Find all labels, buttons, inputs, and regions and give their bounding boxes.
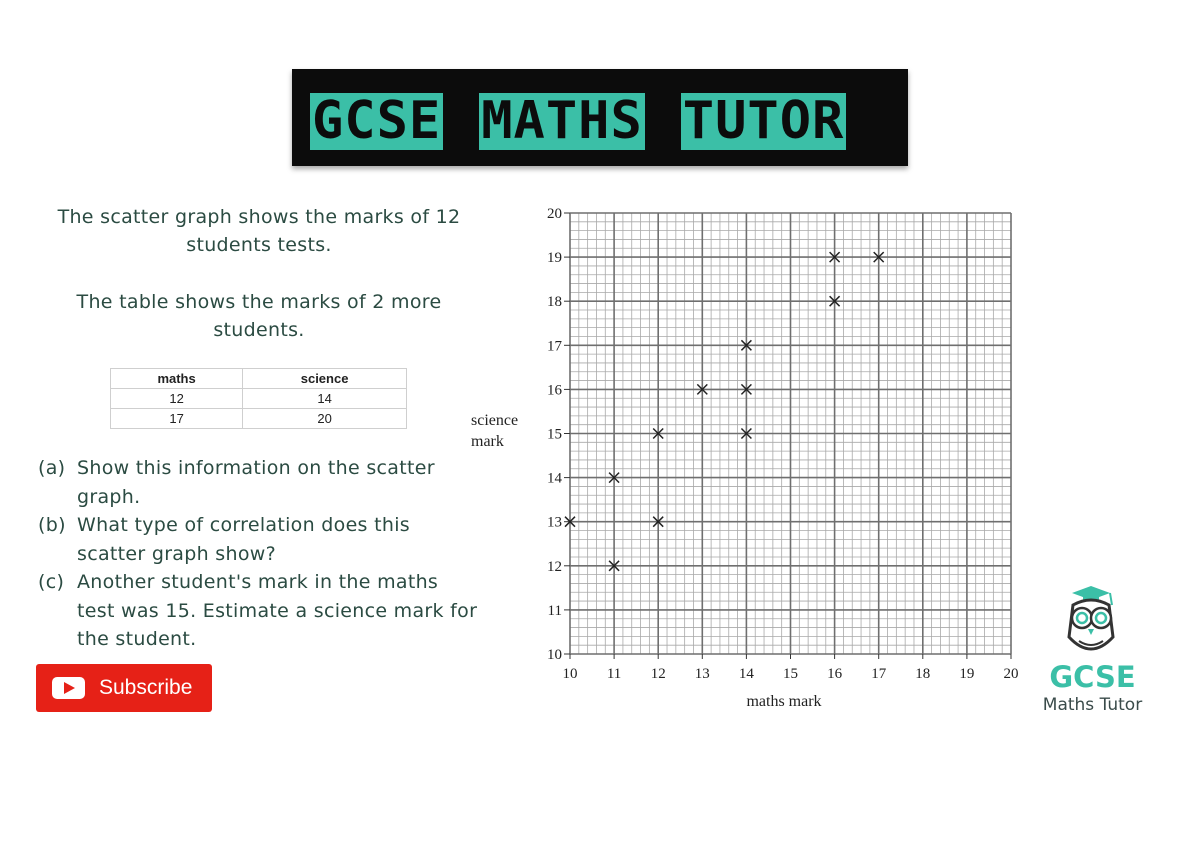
scatter-chart (460, 196, 1030, 726)
x-tick-label: 16 (827, 666, 843, 682)
x-axis-ticks (563, 654, 1019, 682)
y-tick-label: 13 (547, 514, 562, 531)
banner-words (310, 93, 846, 150)
extra-marks-table (110, 368, 407, 429)
y-axis-title-line1: science (471, 412, 519, 429)
question-intro-scatter: The scatter graph shows the marks of 12 students tests. (57, 206, 461, 256)
y-tick-label: 20 (547, 206, 562, 222)
table-header-row (111, 369, 407, 389)
y-tick-label: 14 (547, 470, 562, 487)
banner-word-gcse: GCSE (312, 91, 442, 151)
x-tick-label: 14 (738, 666, 754, 682)
x-tick-label: 18 (915, 666, 931, 682)
x-axis-title: maths mark (746, 693, 822, 710)
question-part-c (38, 568, 478, 654)
x-tick-label: 19 (959, 666, 975, 682)
x-tick-label: 10 (562, 666, 578, 682)
question-intro-table: The table shows the marks of 2 more students. (76, 291, 442, 341)
subscribe-label: Subscribe (99, 676, 193, 699)
y-tick-label: 11 (547, 602, 562, 619)
table-header-science: science (243, 369, 407, 389)
y-tick-label: 12 (547, 558, 562, 575)
table-cell: 12 (111, 389, 243, 409)
gcse-maths-tutor-logo (1025, 585, 1160, 717)
x-tick-label: 13 (694, 666, 710, 682)
part-text: Another student's mark in the maths test was 15. Estimate a science mark for the student. (77, 571, 478, 650)
y-axis-ticks (547, 206, 570, 663)
owl-graduate-icon (1025, 585, 1160, 661)
data-points (565, 252, 884, 571)
banner-word-tutor: TUTOR (682, 91, 845, 151)
y-tick-label: 16 (547, 382, 562, 399)
question-parts (38, 454, 478, 654)
y-tick-label: 18 (547, 294, 562, 311)
x-tick-label: 12 (650, 666, 666, 682)
x-tick-label: 17 (871, 666, 887, 682)
subscribe-button[interactable] (36, 664, 212, 712)
table-row (111, 389, 407, 409)
x-tick-label: 20 (1003, 666, 1019, 682)
title-banner (292, 69, 908, 166)
logo-title: GCSE (1049, 660, 1136, 694)
question-part-a (38, 454, 478, 511)
youtube-play-icon (52, 677, 85, 699)
table-row (111, 409, 407, 429)
y-tick-label: 15 (547, 426, 562, 443)
part-text: Show this information on the scatter graph. (77, 457, 435, 508)
part-label: (a) (38, 457, 66, 479)
table-header-maths: maths (111, 369, 243, 389)
part-label: (c) (38, 571, 65, 593)
part-label: (b) (38, 514, 66, 536)
y-tick-label: 10 (547, 647, 562, 663)
x-tick-label: 15 (783, 666, 798, 682)
part-text: What type of correlation does this scatter graph show? (77, 514, 410, 565)
x-tick-label: 11 (606, 666, 622, 682)
y-tick-label: 19 (547, 250, 562, 267)
table-cell: 17 (111, 409, 243, 429)
y-axis-title-line2: mark (471, 433, 504, 450)
logo-subtitle: Maths Tutor (1042, 695, 1143, 715)
banner-word-maths: MATHS (481, 91, 643, 151)
table-cell: 20 (243, 409, 407, 429)
y-tick-label: 17 (547, 338, 562, 355)
question-part-b (38, 511, 478, 568)
chart-grid-major (570, 213, 1011, 654)
table-cell: 14 (243, 389, 407, 409)
